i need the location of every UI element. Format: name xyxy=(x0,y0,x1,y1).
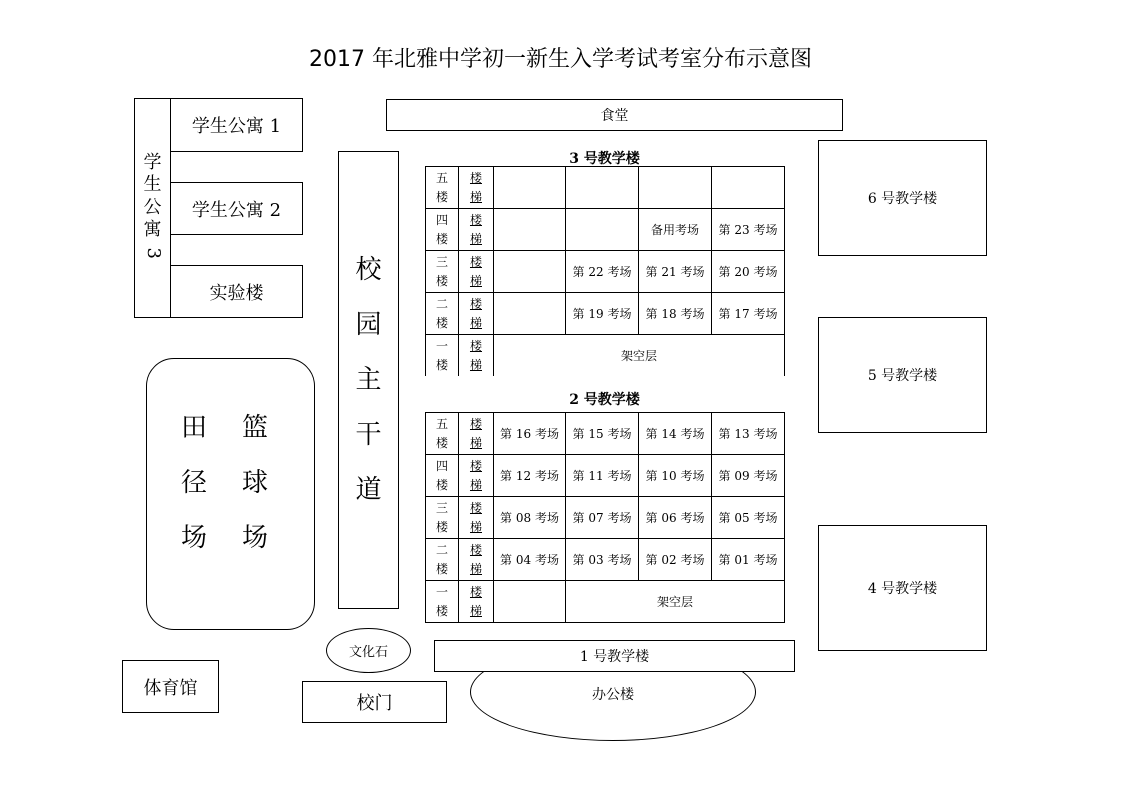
building-2-table xyxy=(425,412,785,623)
floor-label: 三 楼 xyxy=(426,251,459,293)
building-5: 5 号教学楼 xyxy=(818,317,987,433)
building-2-title: 2 号教学楼 xyxy=(569,392,640,408)
exam-room: 第 05 考场 xyxy=(712,497,785,539)
exam-room: 第 13 考场 xyxy=(712,413,785,455)
exam-room: 第 06 考场 xyxy=(639,497,712,539)
exam-room xyxy=(566,209,639,251)
stilt-floor: 架空层 xyxy=(494,335,785,377)
main-road-char: 主 xyxy=(355,364,382,395)
table-row xyxy=(426,209,785,251)
stairs-label: 楼 梯 xyxy=(459,539,494,581)
exam-room: 第 16 考场 xyxy=(494,413,566,455)
exam-room: 第 21 考场 xyxy=(639,251,712,293)
table-row xyxy=(426,167,785,209)
dorm-3-char: 公 xyxy=(143,196,162,218)
exam-room: 第 17 考场 xyxy=(712,293,785,335)
dorm-3-char: 生 xyxy=(143,174,162,196)
sports-field xyxy=(146,358,315,630)
dorm-3-char: 3 xyxy=(142,247,164,259)
building-3-table xyxy=(425,166,785,376)
school-gate: 校门 xyxy=(302,681,447,723)
floor-label: 一 楼 xyxy=(426,335,459,377)
stairs-label: 楼 梯 xyxy=(459,581,494,623)
basketball-court-char: 篮 xyxy=(241,413,268,443)
table-row xyxy=(426,539,785,581)
exam-room xyxy=(494,293,566,335)
floor-label: 二 楼 xyxy=(426,539,459,581)
exam-room: 第 12 考场 xyxy=(494,455,566,497)
exam-room: 第 19 考场 xyxy=(566,293,639,335)
building-4: 4 号教学楼 xyxy=(818,525,987,651)
table-row xyxy=(426,293,785,335)
gym: 体育馆 xyxy=(122,660,219,713)
basketball-court-char: 场 xyxy=(241,523,268,553)
stairs-label: 楼 梯 xyxy=(459,167,494,209)
main-road xyxy=(338,151,399,609)
exam-room: 第 02 考场 xyxy=(639,539,712,581)
dorm-3-char: 寓 xyxy=(143,219,162,241)
main-road-char: 道 xyxy=(355,474,382,505)
exam-room xyxy=(494,581,566,623)
exam-room: 第 03 考场 xyxy=(566,539,639,581)
exam-room: 第 08 考场 xyxy=(494,497,566,539)
culture-stone: 文化石 xyxy=(326,628,411,673)
stairs-label: 楼 梯 xyxy=(459,293,494,335)
building-1: 1 号教学楼 xyxy=(434,640,795,672)
dorm-1: 学生公寓 1 xyxy=(170,98,303,152)
exam-room: 第 23 考场 xyxy=(712,209,785,251)
exam-room: 第 22 考场 xyxy=(566,251,639,293)
exam-room: 第 14 考场 xyxy=(639,413,712,455)
stairs-label: 楼 梯 xyxy=(459,209,494,251)
table-row xyxy=(426,251,785,293)
exam-room: 第 10 考场 xyxy=(639,455,712,497)
stairs-label: 楼 梯 xyxy=(459,497,494,539)
floor-label: 四 楼 xyxy=(426,455,459,497)
floor-label: 四 楼 xyxy=(426,209,459,251)
canteen: 食堂 xyxy=(386,99,843,131)
dorm-3 xyxy=(134,98,171,318)
stairs-label: 楼 梯 xyxy=(459,455,494,497)
office-building: 办公楼 xyxy=(592,687,634,703)
table-row xyxy=(426,335,785,377)
exam-room: 第 20 考场 xyxy=(712,251,785,293)
exam-room xyxy=(494,167,566,209)
lab-building: 实验楼 xyxy=(170,265,303,318)
exam-room xyxy=(494,209,566,251)
floor-label: 二 楼 xyxy=(426,293,459,335)
exam-room: 第 01 考场 xyxy=(712,539,785,581)
stairs-label: 楼 梯 xyxy=(459,251,494,293)
basketball-court-char: 球 xyxy=(241,468,268,498)
floor-label: 五 楼 xyxy=(426,413,459,455)
page-title: 2017 年北雅中学初一新生入学考试考室分布示意图 xyxy=(309,47,812,72)
floor-label: 一 楼 xyxy=(426,581,459,623)
dorm-3-char: 学 xyxy=(143,151,162,173)
building-6: 6 号教学楼 xyxy=(818,140,987,256)
exam-room: 第 04 考场 xyxy=(494,539,566,581)
dorm-2: 学生公寓 2 xyxy=(170,182,303,235)
building-3-title: 3 号教学楼 xyxy=(569,151,640,167)
main-road-char: 园 xyxy=(355,309,382,340)
floor-label: 五 楼 xyxy=(426,167,459,209)
table-row xyxy=(426,413,785,455)
stairs-label: 楼 梯 xyxy=(459,335,494,377)
table-row xyxy=(426,497,785,539)
exam-room: 第 11 考场 xyxy=(566,455,639,497)
main-road-char: 校 xyxy=(355,254,382,285)
basketball-court-label xyxy=(240,401,270,566)
exam-room: 备用考场 xyxy=(639,209,712,251)
exam-room: 第 09 考场 xyxy=(712,455,785,497)
stairs-label: 楼 梯 xyxy=(459,413,494,455)
exam-room: 第 18 考场 xyxy=(639,293,712,335)
floor-label: 三 楼 xyxy=(426,497,459,539)
exam-room: 第 07 考场 xyxy=(566,497,639,539)
track-field-char: 场 xyxy=(180,523,207,553)
exam-room xyxy=(494,251,566,293)
track-field-char: 田 xyxy=(180,413,207,443)
track-field-label xyxy=(179,401,209,566)
exam-room xyxy=(712,167,785,209)
table-row xyxy=(426,581,785,623)
exam-room xyxy=(639,167,712,209)
stilt-floor: 架空层 xyxy=(566,581,785,623)
exam-room xyxy=(566,167,639,209)
main-road-char: 干 xyxy=(355,419,382,450)
exam-room: 第 15 考场 xyxy=(566,413,639,455)
table-row xyxy=(426,455,785,497)
track-field-char: 径 xyxy=(180,468,207,498)
